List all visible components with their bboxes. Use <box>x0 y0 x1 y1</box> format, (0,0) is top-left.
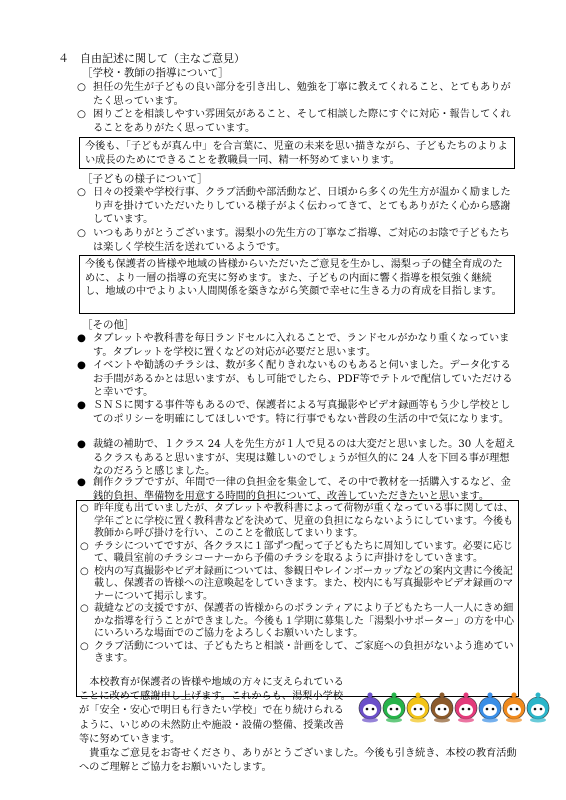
section-heading: ４ 自由記述に関して（主なご意見） <box>58 52 245 65</box>
opinion-text: 担任の先生が子どもの良い部分を引き出し、勉強を丁寧に教えてくれること、とてもありがたく思っています。 <box>93 82 511 107</box>
opinion-text: 創作クラブですが、年間で一律の負担金を集金して、その中で教材を一括購入するなど、金銭的負担、準備物を用意する時間的負担について、改善していただきたいと思います。 <box>93 477 511 502</box>
response-item <box>80 603 515 641</box>
mascot-characters-illustration <box>356 670 552 732</box>
opinion-text: ＳＮＳに関する事件等もあるので、保護者による写真撮影やビデオ録画等もう少し学校としてのポリシーを明確にしてほしいです。特に行事でもない普段の生活の中で気になります。 <box>93 400 511 425</box>
mascot-character <box>479 693 501 723</box>
circle-marker: ○ <box>80 565 89 577</box>
mascot-character <box>455 693 477 723</box>
closing-paragraph: 貴重なご意見をお寄せくださり、ありがとうございました。今後も引き続き、本校の教育活動へのご理解とご協力をお願いいたします。 <box>79 748 517 774</box>
subsection-label-teaching: ［学校・教師の指導について］ <box>82 67 229 79</box>
mascot-character <box>383 693 405 723</box>
mascot-character <box>503 693 525 723</box>
response-item <box>80 503 515 541</box>
circle-marker: ○ <box>77 82 86 93</box>
subsection-label-children: ［子どもの様子について］ <box>82 173 208 185</box>
response-text: 裁縫などの支援ですが、保護者の皆様からのボランティアにより子どもたち一人一人にきめ細かな指導を行うことができました。今後も１学期に募集した「湯梨小サポーター」の方を中心にいろいろな場面でのご協力をよろしくお願いいたします。 <box>94 603 514 639</box>
response-box: 今後も保護者の皆様や地域の皆様からいただいたご意見を生かし、湯梨っ子の健全育成のために、より一層の指導の充実に努めます。また、子どもの内面に響く指導を根気強く継続し、地域の中でよりよい人間関係を築きながら笑顔で幸せに生きる力の育成を目指します。 <box>79 255 515 314</box>
opinion-text: イベントや勧誘のチラシは、数が多く配りきれないものもあると伺いました。データ化するお手間があるかとは思いますが、もし可能でしたら、PDF等でテトルで配信していただけると幸いです。 <box>93 360 513 399</box>
circle-marker: ○ <box>77 187 86 198</box>
opinion-text: いつもありがとうございます。湯梨小の先生方の丁寧なご指導、ご対応のお陰で子どもたちは楽しく学校生活を送れているようです。 <box>93 228 510 253</box>
response-text: 昨年度も出ていましたが、タブレットや教科書によって荷物が重くなっている事に関しては、学年ごとに学校に置く教科書などを決めて、児童の負担にならないようにしています。今後も教師から呼び掛けを行い、このことを徹底してまいります。 <box>94 503 514 539</box>
circle-marker: ○ <box>77 109 86 120</box>
bullet-marker: ● <box>77 400 86 411</box>
response-text: 校内の写真撮影やビデオ録画については、参観日やレインボーカップなどの案内文書に今後記載し、保護者の皆様への注意喚起をしていきます。また、校内にも写真撮影やビデオ録画のマナーについて掲示します。 <box>94 565 513 602</box>
response-item <box>80 541 515 566</box>
opinion-item <box>77 108 517 135</box>
circle-marker: ○ <box>77 228 86 239</box>
response-text: クラブ活動については、子どもたちと相談・計画をして、ご家庭への負担がないよう進めていきます。 <box>94 640 514 664</box>
opinion-item <box>77 332 517 359</box>
mascot-character <box>527 693 549 723</box>
response-item <box>80 641 515 666</box>
mascot-character <box>407 693 429 723</box>
opinion-item <box>77 359 517 400</box>
circle-marker: ○ <box>80 540 89 552</box>
circle-marker: ○ <box>80 603 89 614</box>
response-text: チラシについてですが、各クラスに１部ずつ配って子どもたちに周知しています。必要に応じて、職員室前のチラシコーナーから予備のチラシを取るように声掛けをしていきます。 <box>94 540 513 564</box>
response-box-other <box>76 500 519 697</box>
opinion-item <box>77 186 517 227</box>
opinion-text: 困りごとを相談しやすい雰囲気があること、そして相談した際にすぐに対応・報告してくれることをありがたく思っています。 <box>93 109 511 134</box>
subsection-label-other: ［その他］ <box>82 319 135 331</box>
bullet-marker: ● <box>77 439 86 450</box>
response-item <box>80 566 515 604</box>
response-box: 今後も、「子どもが真ん中」を合言葉に、児童の未来を思い描きながら、子どもたちのよりよい成長のためにできることを教職員一同、精一杯努めてまいります。 <box>79 137 515 169</box>
opinion-text: 裁縫の補助で、１クラス 24 人を先生方が１人で見るのは大変だと思いました。30 人を超えるクラスもあると思いますが、実現は難しいのでしょうが恒久的に 24 人を下回る事が理想なのだろうと感じました。 <box>93 439 516 478</box>
opinion-text: 日々の授業や学校行事、クラブ活動や部活動など、日頃から多くの先生方が温かく励ましたり声を掛けていただいたりしている様子がよく伝わってきて、とてもありがたく心から感謝しています。 <box>93 187 511 226</box>
opinion-item <box>77 227 517 254</box>
bullet-marker: ● <box>77 477 86 488</box>
opinion-text: タブレットや教科書を毎日ランドセルに入れることで、ランドセルがかなり重くなっています。タブレットを学校に置くなどの対応が必要だと思います。 <box>93 333 510 358</box>
circle-marker: ○ <box>80 640 89 652</box>
mascot-character <box>431 693 453 723</box>
bullet-marker: ● <box>77 333 86 344</box>
bullet-marker: ● <box>77 360 86 371</box>
circle-marker: ○ <box>80 503 89 514</box>
mascot-character <box>359 693 381 723</box>
opinion-item <box>77 81 517 108</box>
closing-paragraph: 本校教育が保護者の皆様や地域の方々に支えられていることに改めて感謝申し上げます。これからも、湯梨小学校が「安全・安心で明日も行きたい学校」で在り続けられるように、いじめの未然防止や施設・設備の整備、授業改善等に努めていきます。 <box>79 677 344 745</box>
opinion-item <box>77 399 517 426</box>
opinion-item <box>77 438 517 479</box>
